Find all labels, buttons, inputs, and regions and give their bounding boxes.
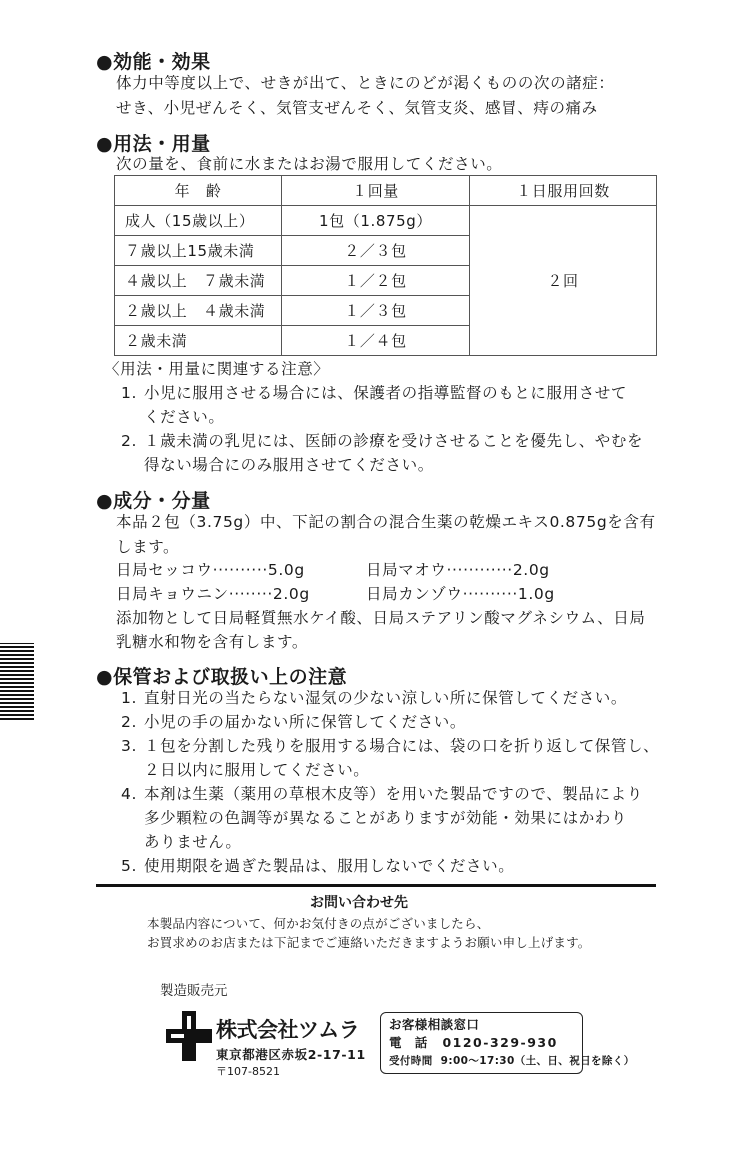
company-postal: 〒107-8521: [216, 1065, 280, 1078]
dosage-intro: 次の量を、食前に水またはお湯で服用してください。: [116, 155, 503, 173]
dosage-table: [114, 175, 657, 356]
ingredients-intro-2: します。: [116, 538, 180, 556]
divider: [96, 884, 656, 887]
ingredient-item: 日局セッコウ··········5.0g: [116, 561, 305, 579]
row-amount: １／３包: [282, 296, 470, 326]
row-age: 成人（15歳以上）: [115, 206, 282, 236]
dosage-note-1-line-1: 小児に服用させる場合には、保護者の指導監督のもとに服用させて: [144, 384, 628, 402]
row-age: ７歳以上15歳未満: [115, 236, 282, 266]
header-amount: １回量: [282, 176, 470, 206]
row-age: ２歳未満: [115, 326, 282, 356]
dosage-note-2-num: 2.: [121, 432, 137, 450]
efficacy-line-2: せき、小児ぜんそく、気管支ぜんそく、気管支炎、感冒、痔の痛み: [116, 99, 598, 117]
ingredient-item: 日局キョウニン········2.0g: [116, 585, 310, 603]
hours-value: 9:00〜17:30（土、日、祝日を除く）: [440, 1055, 635, 1067]
barcode: [0, 643, 34, 720]
storage-item-2-num: 2.: [121, 713, 137, 731]
dosage-note-2-line-1: １歳未満の乳児には、医師の診療を受けさせることを優先し、やむを: [144, 432, 644, 450]
storage-item-4-line-2: 多少顆粒の色調等が異なることがありますが効能・効果にはかわり: [144, 809, 628, 827]
dosage-note-2-line-2: 得ない場合にのみ服用させてください。: [144, 456, 434, 474]
header-times: １日服用回数: [470, 176, 657, 206]
storage-item-3-line-2: ２日以内に服用してください。: [144, 761, 370, 779]
daily-times: ２回: [470, 206, 657, 356]
header-age: 年 齢: [115, 176, 282, 206]
storage-heading: ●保管および取扱い上の注意: [96, 666, 348, 688]
ingredient-item: 日局カンゾウ··········1.0g: [366, 585, 555, 603]
dosage-note-1-num: 1.: [121, 384, 137, 402]
dosage-table-header: [115, 176, 657, 206]
storage-item-2: 小児の手の届かない所に保管してください。: [144, 713, 467, 731]
row-amount: １／２包: [282, 266, 470, 296]
storage-item-5: 使用期限を過ぎた製品は、服用しないでください。: [144, 857, 515, 875]
efficacy-heading: ●効能・効果: [96, 51, 211, 73]
row-amount: ２／３包: [282, 236, 470, 266]
inquiry-line-2: お買求めのお店または下記までご連絡いただきますようお願い申し上げます。: [147, 935, 591, 950]
storage-item-4-line-1: 本剤は生薬（薬用の草根木皮等）を用いた製品ですので、製品により: [144, 785, 643, 803]
company-logo-text: 株式会社ツムラ: [216, 1018, 360, 1042]
phone-label: 電 話: [389, 1035, 428, 1050]
storage-item-1-num: 1.: [121, 689, 137, 707]
storage-item-1: 直射日光の当たらない湿気の少ない涼しい所に保管してください。: [144, 689, 628, 707]
row-age: ４歳以上 ７歳未満: [115, 266, 282, 296]
inquiry-title: お問い合わせ先: [310, 895, 408, 911]
manufacturer-label: 製造販売元: [160, 983, 228, 999]
storage-item-4-num: 4.: [121, 785, 137, 803]
ingredient-item: 日局マオウ············2.0g: [366, 561, 550, 579]
row-age: ２歳以上 ４歳未満: [115, 296, 282, 326]
storage-item-3-line-1: １包を分割した残りを服用する場合には、袋の口を折り返して保管し、: [144, 737, 660, 755]
dosage-note-1-line-2: ください。: [144, 408, 225, 426]
storage-item-4-line-3: ありません。: [144, 833, 242, 851]
contact-box: [380, 1012, 635, 1074]
additives-line-1: 添加物として日局軽質無水ケイ酸、日局ステアリン酸マグネシウム、日局: [116, 609, 646, 627]
dosage-notes-title: 〈用法・用量に関連する注意〉: [104, 360, 330, 378]
additives-line-2: 乳糖水和物を含有します。: [116, 633, 308, 651]
efficacy-line-1: 体力中等度以上で、せきが出て、ときにのどが渇くものの次の諸症：: [116, 74, 615, 92]
ingredients-heading: ●成分・分量: [96, 490, 211, 512]
row-amount: 1包（1.875g）: [282, 206, 470, 236]
dosage-heading: ●用法・用量: [96, 133, 211, 155]
table-row: [115, 206, 657, 236]
ingredients-intro-1: 本品２包（3.75g）中、下記の割合の混合生薬の乾燥エキス0.875gを含有: [116, 513, 656, 531]
storage-item-3-num: 3.: [121, 737, 137, 755]
hours-label: 受付時間: [389, 1055, 433, 1067]
contact-phone-row: [389, 1034, 574, 1052]
contact-title: お客様相談窓口: [389, 1017, 480, 1032]
row-amount: １／４包: [282, 326, 470, 356]
tsumura-cross-logo-icon: [166, 1011, 212, 1061]
phone-number: 0120-329-930: [442, 1035, 558, 1050]
inquiry-line-1: 本製品内容について、何かお気付きの点がございましたら、: [147, 916, 490, 931]
company-address: 東京都港区赤坂2-17-11: [216, 1047, 366, 1062]
storage-item-5-num: 5.: [121, 857, 137, 875]
contact-hours-row: [389, 1052, 635, 1070]
